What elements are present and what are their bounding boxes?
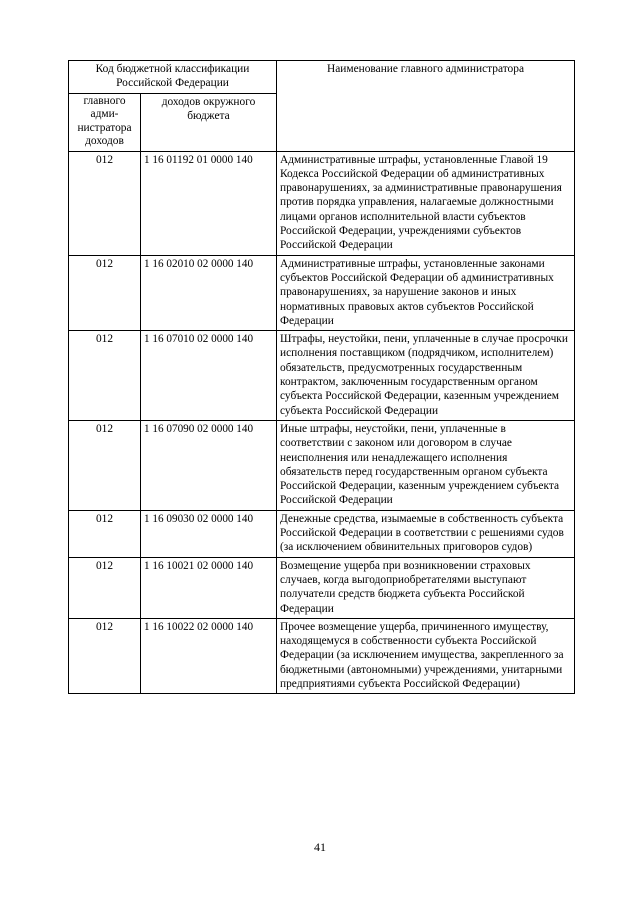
budget-classification-table bbox=[68, 60, 575, 694]
header-group-title: Код бюджетной классификации Российской Федерации bbox=[69, 61, 277, 94]
income-code-cell: 1 16 07010 02 0000 140 bbox=[141, 331, 277, 421]
income-code-cell: 1 16 01192 01 0000 140 bbox=[141, 151, 277, 255]
admin-code-cell: 012 bbox=[69, 255, 141, 330]
header-admin-name: Наименование главного администратора bbox=[277, 61, 575, 152]
page-number: 41 bbox=[314, 840, 326, 854]
income-code-cell: 1 16 09030 02 0000 140 bbox=[141, 510, 277, 557]
table-row bbox=[69, 510, 575, 557]
income-code-cell: 1 16 10022 02 0000 140 bbox=[141, 618, 277, 693]
admin-name-cell: Иные штрафы, неустойки, пени, уплаченные в соответствии с законом или договором в случае неисполнения или ненадлежащего исполнения обязательств перед государственным органом субъекта Российской Федерации, казенным учреждением субъекта Российской Федерации bbox=[277, 420, 575, 510]
table-row bbox=[69, 255, 575, 330]
table-row bbox=[69, 557, 575, 618]
admin-name-cell: Административные штрафы, установленные законами субъектов Российской Федерации об административных правонарушениях, за нарушение законов и иных нормативных правовых актов субъектов Российской Федерации bbox=[277, 255, 575, 330]
admin-name-cell: Прочее возмещение ущерба, причиненного имуществу, находящемуся в собственности субъекта Российской Федерации (за исключением имущества, закрепленного за бюджетными (автономными) учреждениями, унитарными предприятиями субъекта Российской Федерации) bbox=[277, 618, 575, 693]
admin-name-cell: Штрафы, неустойки, пени, уплаченные в случае просрочки исполнения поставщиком (подрядчиком, исполнителем) обязательств, предусмотренных государственным контрактом, заключенным государственным органом субъекта Российской Федерации, казенным учреждением субъекта Российской Федерации bbox=[277, 331, 575, 421]
header-district-income: доходов окружного бюджета bbox=[141, 93, 277, 151]
admin-code-cell: 012 bbox=[69, 151, 141, 255]
table-row bbox=[69, 331, 575, 421]
header-chief-admin: главного адми-нистратора доходов bbox=[69, 93, 141, 151]
admin-name-cell: Денежные средства, изымаемые в собственность субъекта Российской Федерации в соответствии с решениями судов (за исключением обвинительных приговоров судов) bbox=[277, 510, 575, 557]
income-code-cell: 1 16 02010 02 0000 140 bbox=[141, 255, 277, 330]
admin-code-cell: 012 bbox=[69, 618, 141, 693]
admin-code-cell: 012 bbox=[69, 331, 141, 421]
admin-name-cell: Административные штрафы, установленные Главой 19 Кодекса Российской Федерации об административных правонарушениях, за административные правонарушения против порядка управления, налагаемые должностными лицами органов исполнительной власти субъектов Российской Федерации, учреждениями субъектов Российской Федерации bbox=[277, 151, 575, 255]
income-code-cell: 1 16 10021 02 0000 140 bbox=[141, 557, 277, 618]
table-row bbox=[69, 151, 575, 255]
table-row bbox=[69, 420, 575, 510]
table-row bbox=[69, 618, 575, 693]
admin-code-cell: 012 bbox=[69, 420, 141, 510]
admin-code-cell: 012 bbox=[69, 510, 141, 557]
admin-code-cell: 012 bbox=[69, 557, 141, 618]
admin-name-cell: Возмещение ущерба при возникновении страховых случаев, когда выгодоприобретателями выступают получатели средств бюджета субъекта Российской Федерации bbox=[277, 557, 575, 618]
income-code-cell: 1 16 07090 02 0000 140 bbox=[141, 420, 277, 510]
